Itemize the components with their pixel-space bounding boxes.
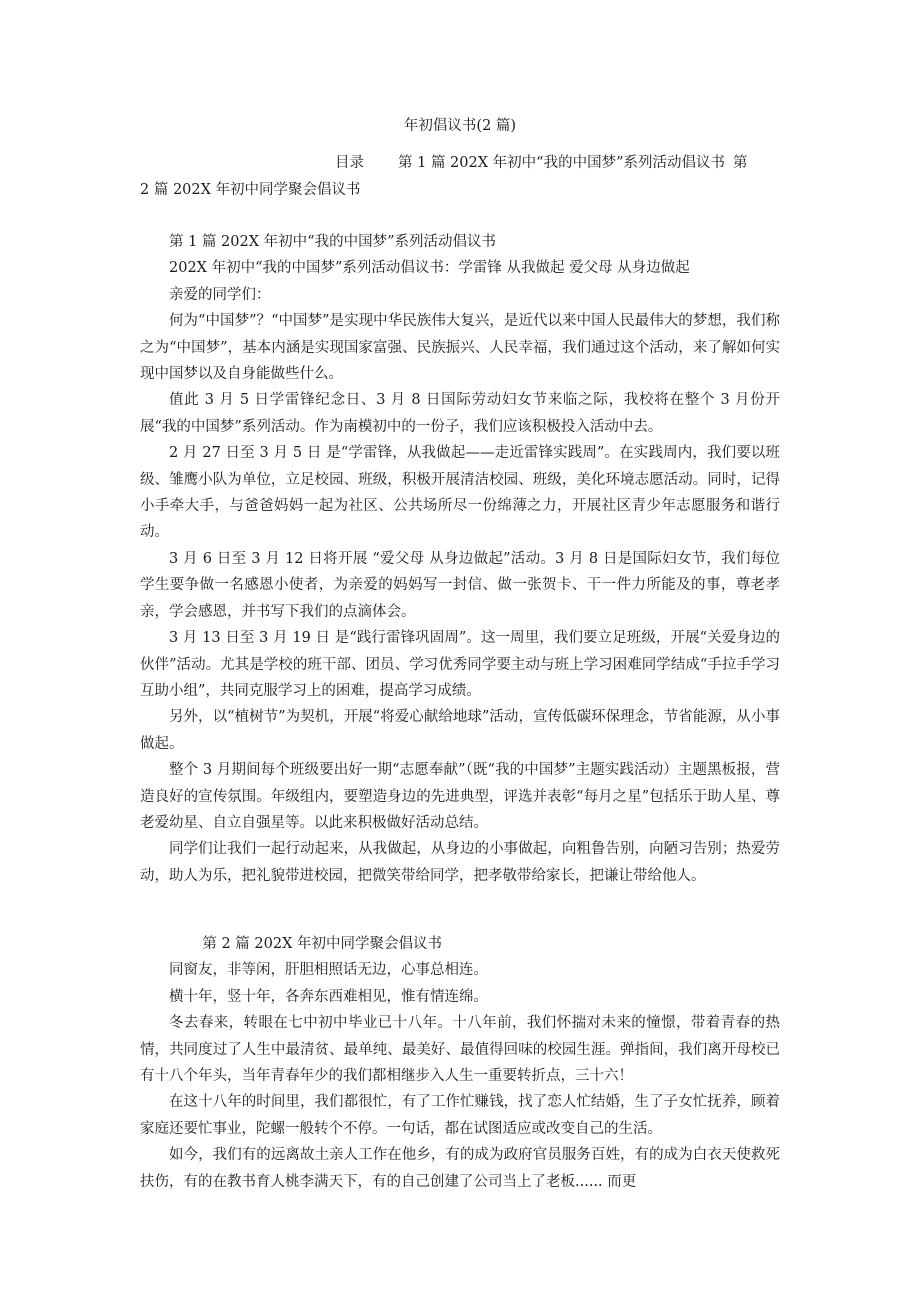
document-title: 年初倡议书(2 篇) [403, 118, 517, 134]
paragraph: 2 月 27 日至 3 月 5 日 是“学雷锋，从我做起——走近雷锋实践周”。在实践周内，我们要以班级、雏鹰小队为单位，立足校园、班级，积极开展清洁校园、班级，美化环境志愿活动。同时，记得小手牵大手，与爸爸妈妈一起为社区、公共场所尽一份绵薄之力，开展社区青少年志愿服务和谐行动。 [140, 445, 780, 541]
table-of-contents [140, 150, 780, 204]
paragraph: 横十年，竖十年，各奔东西难相见，惟有情连绵。 [169, 988, 488, 1005]
section-2 [140, 931, 780, 1195]
paragraph: 同窗友，非等闲，肝胆相照话无边，心事总相连。 [169, 962, 488, 979]
paragraph: 何为“中国梦”？“中国梦”是实现中华民族伟大复兴，是近代以来中国人民最伟大的梦想，我们称之为“中国梦”，基本内涵是实现国家富强、民族振兴、人民幸福，我们通过这个活动，来了解如何实现中国梦以及自身能做些什么。 [140, 313, 780, 383]
section-1-greeting: 亲爱的同学们： [169, 286, 271, 303]
toc-line-2 [140, 177, 780, 204]
paragraph: 3 月 6 日至 3 月 12 日将开展 “爱父母 从身边做起”活动。3 月 8 日是国际妇女节，我们每位学生要争做一名感恩小使者，为亲爱的妈妈写一封信、做一张贺卡、干一件力所能及的事，尊老孝亲，学会感恩，并书写下我们的点滴体会。 [140, 550, 780, 620]
paragraph: 如今，我们有的远离故土亲人工作在他乡，有的成为政府官员服务百姓，有的成为白衣天使救死扶伤，有的在教书育人桃李满天下，有的自己创建了公司当上了老板...... 而更 [140, 1147, 780, 1190]
paragraph: 同学们让我们一起行动起来，从我做起，从身边的小事做起，向粗鲁告别，向陋习告别；热爱劳动，助人为乐，把礼貌带进校园，把微笑带给同学，把孝敬带给家长，把谦让带给他人。 [140, 841, 780, 884]
section-1-subtitle: 202X 年初中“我的中国梦”系列活动倡议书：学雷锋 从我做起 爱父母 从身边做起 [169, 260, 690, 277]
toc-item-1[interactable]: 第 1 篇 202X 年初中“我的中国梦”系列活动倡议书 [398, 155, 725, 171]
toc-item-2[interactable]: 2 篇 202X 年初中同学聚会倡议书 [140, 182, 361, 198]
paragraph: 在这十八年的时间里，我们都很忙，有了工作忙赚钱，找了恋人忙结婚，生了子女忙抚养，顾着家庭还要忙事业，陀螺一般转个不停。一句话，都在试图适应或改变自己的生活。 [140, 1094, 780, 1137]
section-1 [140, 229, 780, 889]
paragraph: 冬去春来，转眼在七中初中毕业已十八年。十八年前，我们怀揣对未来的憧憬，带着青春的热情，共同度过了人生中最清贫、最单纯、最美好、最值得回味的校园生涯。弹指间，我们离开母校已有十八个年头，当年青春年少的我们都相继步入人生一重要转折点，三十六！ [140, 1015, 780, 1085]
paragraph: 3 月 13 日至 3 月 19 日 是“践行雷锋巩固周”。这一周里，我们要立足班级，开展“关爱身边的伙伴”活动。尤其是学校的班干部、团员、学习优秀同学要主动与班上学习困难同学结成“手拉手学习互助小组”，共同克服学习上的困难，提高学习成绩。 [140, 630, 780, 699]
paragraph: 值此 3 月 5 日学雷锋纪念日、3 月 8 日国际劳动妇女节来临之际，我校将在整个 3 月份开展“我的中国梦”系列活动。作为南模初中的一份子，我们应该积极投入活动中去。 [140, 392, 780, 435]
toc-item-2-prefix[interactable]: 第 [733, 155, 748, 171]
paragraph: 整个 3 月期间每个班级要出好一期“志愿奉献”（既“我的中国梦”主题实践活动）主题黑板报，营造良好的宣传氛围。年级组内，要塑造身边的先进典型，评选并表彰“每月之星”包括乐于助人星、尊老爱幼星、自立自强星等。以此来积极做好活动总结。 [140, 762, 780, 831]
section-1-heading: 第 1 篇 202X 年初中“我的中国梦”系列活动倡议书 [169, 234, 496, 250]
paragraph: 另外，以“植树节”为契机，开展“将爱心献给地球”活动，宣传低碳环保理念，节省能源，从小事做起。 [140, 709, 780, 752]
toc-label: 目录 [335, 155, 364, 171]
toc-line-1 [140, 150, 780, 177]
section-2-heading: 第 2 篇 202X 年初中同学聚会倡议书 [202, 936, 443, 952]
